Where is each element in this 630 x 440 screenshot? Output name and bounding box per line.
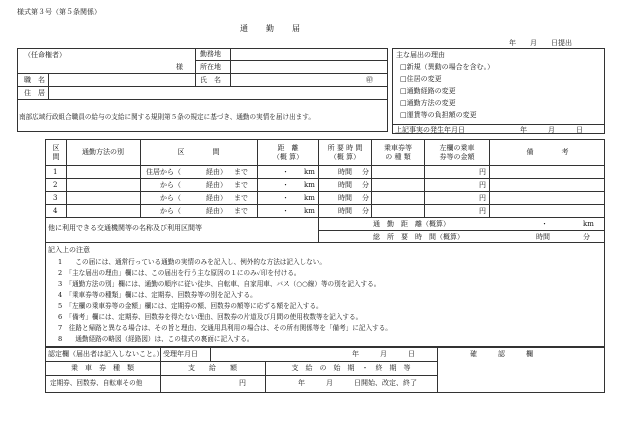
- row-to: まで: [234, 181, 248, 189]
- row-via: 経由）: [206, 207, 227, 215]
- department-label: 所在地: [200, 63, 221, 71]
- row-distance-dot: ・: [282, 194, 289, 202]
- cert-col-amount: 支 給 額: [188, 364, 237, 372]
- certification-label: 認定欄（届出者は記入しないこと。）: [48, 350, 164, 358]
- appointer-label: （任命権者）: [24, 51, 66, 59]
- row-distance-km: km: [304, 194, 315, 202]
- total-distance-label: 通 勤 距 離（概算）: [373, 220, 450, 228]
- row-from: から（: [160, 207, 181, 215]
- cert-col-period: 支 給 の 始 期 ・ 終 期 等: [291, 364, 411, 372]
- received-date-label: 受理年月日: [163, 350, 198, 358]
- total-distance-dot: ・: [541, 220, 548, 228]
- row-to: まで: [234, 168, 248, 176]
- reason-option-new[interactable]: □新規（異動の場合を含む。）: [400, 63, 495, 71]
- cert-row-pass-type: 定期券、回数券、自転車その他: [50, 379, 143, 387]
- received-date-value: 年 月 日: [352, 350, 415, 358]
- occurrence-value: 年 月 日: [520, 126, 583, 134]
- name-label: 氏 名: [200, 76, 221, 84]
- row-time-hour: 時間: [338, 168, 352, 176]
- row-distance-km: km: [304, 181, 315, 189]
- row-to: まで: [234, 207, 248, 215]
- row-distance-km: km: [304, 168, 315, 176]
- staff-no-label: 職 名: [24, 76, 45, 84]
- statement-text: 南部広域行政組合職員の給与の支給に関する規則第５条の規定に基づき、通勤の実情を届け出ます。: [19, 113, 315, 121]
- note-item: 2 「主な届出の理由」欄には、この届出を行う主な原因の１にのみ✓印を付ける。: [58, 269, 301, 277]
- row-from: から（: [160, 181, 181, 189]
- sama-label: 様: [176, 63, 183, 71]
- col-header-remarks: 備 考: [526, 148, 569, 156]
- row-fare-yen: 円: [479, 194, 486, 202]
- col-header-section: 区 間: [52, 144, 60, 161]
- form-number: 様式第３号（第５条関係）: [17, 8, 101, 16]
- reason-option-method[interactable]: □通勤方法の変更: [400, 99, 456, 107]
- cert-row-period: 年 月 日開始、改定、終了: [298, 379, 417, 387]
- row-distance-km: km: [304, 207, 315, 215]
- row-fare-yen: 円: [479, 207, 486, 215]
- row-time-hour: 時間: [338, 194, 352, 202]
- note-item: 1 この届には、通常行っている通勤の実情のみを記入し、例外的な方法は記入しない。: [58, 258, 326, 266]
- row-time-hour: 時間: [338, 207, 352, 215]
- row-via: 経由）: [206, 181, 227, 189]
- reason-option-address[interactable]: □住居の変更: [400, 75, 442, 83]
- note-item: 8 通勤経路の略図（経路図）は、この様式の裏面に記入する。: [58, 335, 254, 343]
- confirm-label: 確 認 欄: [470, 350, 533, 358]
- note-item: 7 往路と帰路と異なる場合は、その旨と理由、交通用具利用の場合は、その所有関係等を「備考」に記入する。: [58, 324, 392, 332]
- row-from: 住居から（: [146, 168, 181, 176]
- row-time-min: 分: [362, 168, 369, 176]
- col-header-distance: 距 離 （概 算）: [272, 144, 304, 161]
- address-label: 住 居: [24, 89, 45, 97]
- seal-mark: ㊞: [366, 76, 373, 84]
- page-title: 通勤届: [240, 24, 318, 33]
- row-via: 経由）: [206, 194, 227, 202]
- row-time-hour: 時間: [338, 181, 352, 189]
- note-item: 4 「乗車券等の種類」欄には、定期券、回数券等の別を記入する。: [58, 291, 257, 299]
- cert-row-amount: 円: [239, 379, 246, 387]
- col-header-time: 所 要 時 間 （概 算）: [327, 144, 363, 161]
- occurrence-label: 上記事実の発生年月日: [395, 126, 465, 134]
- row-distance-dot: ・: [282, 168, 289, 176]
- total-time-label: 総 所 要 時 間（概算）: [373, 233, 464, 241]
- cert-col-pass-type: 乗 車 券 種 類: [71, 364, 134, 372]
- col-header-pass-type: 乗車券等 の 種 類: [384, 144, 412, 161]
- col-header-fare: 左欄の乗車 券等の金額: [439, 144, 475, 161]
- row-fare-yen: 円: [479, 181, 486, 189]
- row-from: から（: [160, 194, 181, 202]
- row-number: 1: [53, 168, 58, 176]
- total-time-hour: 時間: [536, 233, 550, 241]
- notes-header: 記入上の注意: [48, 246, 90, 254]
- row-time-min: 分: [362, 194, 369, 202]
- row-time-min: 分: [362, 207, 369, 215]
- other-transport-label: 他に利用できる交通機関等の名称及び利用区間等: [48, 224, 202, 232]
- submission-date: 年 月 日提出: [509, 39, 572, 47]
- workplace-label: 勤務地: [200, 50, 221, 58]
- reasons-header: 主な届出の理由: [396, 51, 445, 59]
- reason-option-route[interactable]: □通勤経路の変更: [400, 87, 456, 95]
- note-item: 5 「左欄の乗車券等の金額」欄には、定期券の額、回数券の額等に応ずる額を記入する。: [58, 302, 323, 310]
- note-item: 3 「通勤方法の別」欄には、通勤の順序に従い徒歩、自転車、自家用車、バス（○○線）等の別を記入する。: [58, 280, 381, 288]
- row-number: 2: [53, 181, 58, 189]
- total-time-min: 分: [583, 233, 590, 241]
- row-number: 4: [53, 207, 58, 215]
- total-distance-unit: km: [583, 220, 594, 228]
- note-item: 6 「備考」欄には、定期券、回数券を得たない理由、回数券の片道及び月間の使用枚数等を記入する。: [58, 313, 363, 321]
- row-time-min: 分: [362, 181, 369, 189]
- row-via: 経由）: [206, 168, 227, 176]
- row-to: まで: [234, 194, 248, 202]
- reason-option-fare[interactable]: □運賃等の負担額の変更: [400, 111, 477, 119]
- col-header-interval: 区 間: [177, 148, 220, 156]
- col-header-method: 通勤方法の別: [82, 148, 124, 156]
- row-number: 3: [53, 194, 58, 202]
- row-distance-dot: ・: [282, 207, 289, 215]
- row-fare-yen: 円: [479, 168, 486, 176]
- row-distance-dot: ・: [282, 181, 289, 189]
